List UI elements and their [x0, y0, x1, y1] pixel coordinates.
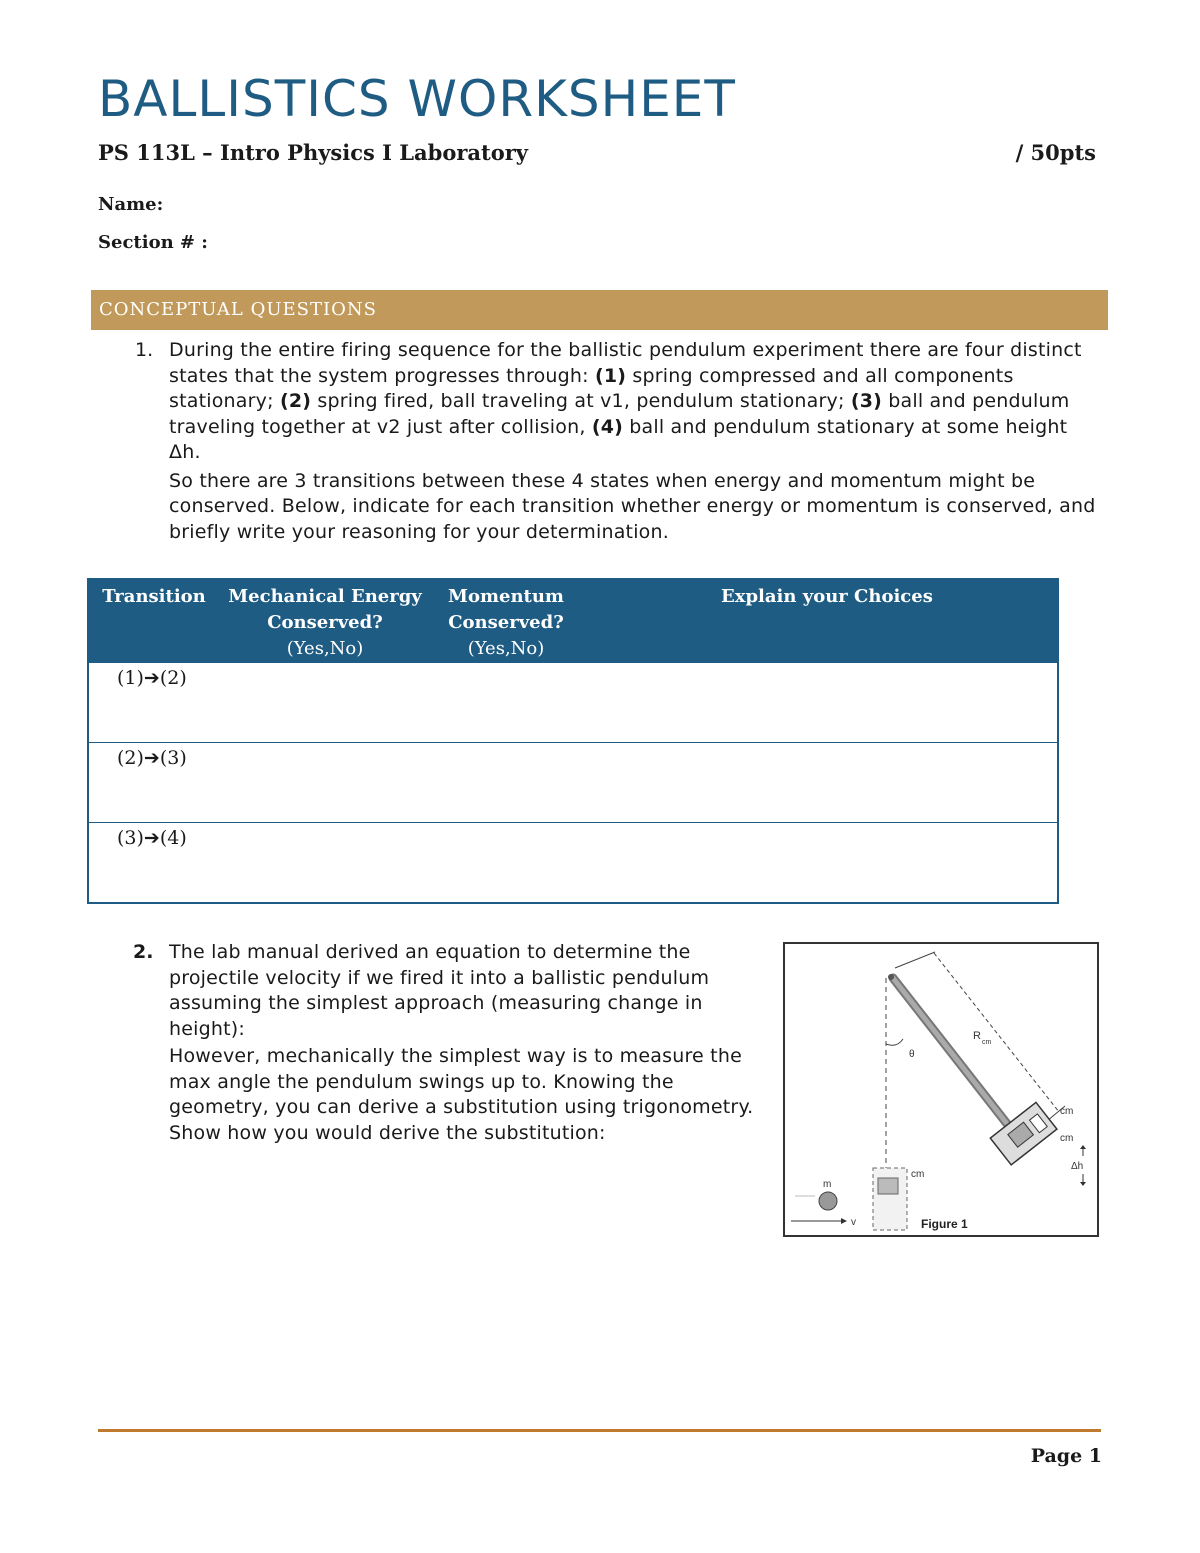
q1-state-2: (2)	[279, 390, 312, 412]
cm-label-rest: cm	[911, 1169, 925, 1180]
cm-label-upper: cm	[1060, 1106, 1074, 1117]
theta-label: θ	[909, 1049, 915, 1060]
pendulum-figure	[783, 942, 1099, 1237]
mass-label: m	[823, 1179, 832, 1190]
q1-text-b: spring compressed and all components stationary;	[169, 364, 1014, 412]
q1-text-a: During the entire firing sequence for the ballistic pendulum experiment there are four distinct states that the system progresses through:	[169, 339, 1082, 387]
header-transition	[88, 579, 219, 663]
pendulum-diagram	[785, 944, 1097, 1235]
table-row	[88, 823, 1058, 903]
section-label: Section # :	[98, 232, 208, 253]
footer-divider	[98, 1429, 1101, 1432]
explain-answer-cell[interactable]	[581, 663, 1058, 743]
transition-table	[87, 578, 1059, 904]
energy-answer-cell[interactable]	[219, 663, 431, 743]
question-1-paragraph-2: So there are 3 transitions between these 4 states when energy and momentum might be conserved. Below, indicate for each transition whether energy or momentum is conserved, and briefly write your reasoning for your determination.	[169, 469, 1096, 543]
question-2-paragraph-2: However, mechanically the simplest way is to measure the max angle the pendulum swings up to. Knowing the geometry, you can derive a substitution using trigonometry. Show how you would derive the substitution:	[169, 1045, 754, 1144]
pivot-point	[888, 974, 894, 980]
total-points: / 50pts	[1015, 140, 1096, 165]
course-title: PS 113L – Intro Physics I Laboratory	[98, 140, 528, 165]
theta-arc	[886, 1039, 903, 1045]
q1-state-1: (1)	[595, 364, 627, 387]
header-explain-label: Explain your Choices	[721, 586, 933, 607]
question-1-paragraph-1	[169, 338, 1104, 466]
table-row	[88, 663, 1058, 743]
velocity-arrowhead	[841, 1218, 847, 1224]
dh-arrowhead-bottom	[1080, 1182, 1086, 1186]
table-header-row	[88, 579, 1058, 663]
rcm-label: R	[973, 1030, 981, 1042]
energy-answer-cell[interactable]	[219, 823, 431, 903]
momentum-answer-cell[interactable]	[431, 663, 581, 743]
rcm-dimension-line	[934, 953, 1059, 1112]
table-row	[88, 743, 1058, 823]
header-explain	[581, 579, 1058, 663]
velocity-label: v	[851, 1217, 856, 1228]
transition-cell: (1)➔(2)	[88, 663, 219, 743]
header-energy-line-3: (Yes,No)	[286, 638, 364, 659]
header-momentum	[431, 579, 581, 663]
question-2	[169, 940, 759, 1146]
transition-cell: (3)➔(4)	[88, 823, 219, 903]
header-transition-label: Transition	[102, 586, 206, 607]
header-energy-line-2: Conserved?	[267, 612, 383, 633]
question-1	[169, 338, 1104, 545]
projectile-ball	[819, 1192, 837, 1210]
cm-label-middle: cm	[1060, 1133, 1074, 1144]
q1-text-e: ball and pendulum stationary at some height Δh.	[169, 415, 1068, 463]
q1-state-4: (4)	[591, 415, 624, 438]
delta-h-label: Δh	[1071, 1161, 1084, 1172]
transition-cell: (2)➔(3)	[88, 743, 219, 823]
rcm-extension-top	[895, 952, 935, 968]
question-1-number: 1.	[135, 339, 154, 361]
header-energy-line-1: Mechanical Energy	[228, 586, 422, 607]
q1-text-d: ball and pendulum traveling together at v2 just after collision,	[169, 390, 1070, 438]
momentum-answer-cell[interactable]	[431, 743, 581, 823]
header-momentum-line-1: Momentum	[448, 586, 564, 607]
explain-answer-cell[interactable]	[581, 743, 1058, 823]
rcm-subscript: cm	[982, 1039, 992, 1046]
rest-block-cavity	[878, 1178, 898, 1194]
question-2-number: 2.	[133, 941, 154, 963]
q1-text-c: spring fired, ball traveling at v1, pendulum stationary;	[311, 390, 851, 412]
energy-answer-cell[interactable]	[219, 743, 431, 823]
explain-answer-cell[interactable]	[581, 823, 1058, 903]
section-banner: CONCEPTUAL QUESTIONS	[91, 290, 1108, 330]
momentum-answer-cell[interactable]	[431, 823, 581, 903]
dh-arrowhead-top	[1080, 1145, 1086, 1149]
header-energy	[219, 579, 431, 663]
header-momentum-line-3: (Yes,No)	[467, 638, 545, 659]
worksheet-title: BALLISTICS WORKSHEET	[98, 70, 736, 128]
q1-state-3: (3)	[850, 390, 883, 412]
name-label: Name:	[98, 194, 164, 215]
header-momentum-line-2: Conserved?	[448, 612, 564, 633]
question-2-paragraph-1: The lab manual derived an equation to determine the projectile velocity if we fired it into a ballistic pendulum assuming the simplest approach (measuring change in height):	[169, 941, 710, 1040]
rest-pendulum-block	[873, 1168, 907, 1230]
figure-caption: Figure 1	[921, 1217, 968, 1231]
page-number: Page 1	[1030, 1445, 1102, 1467]
